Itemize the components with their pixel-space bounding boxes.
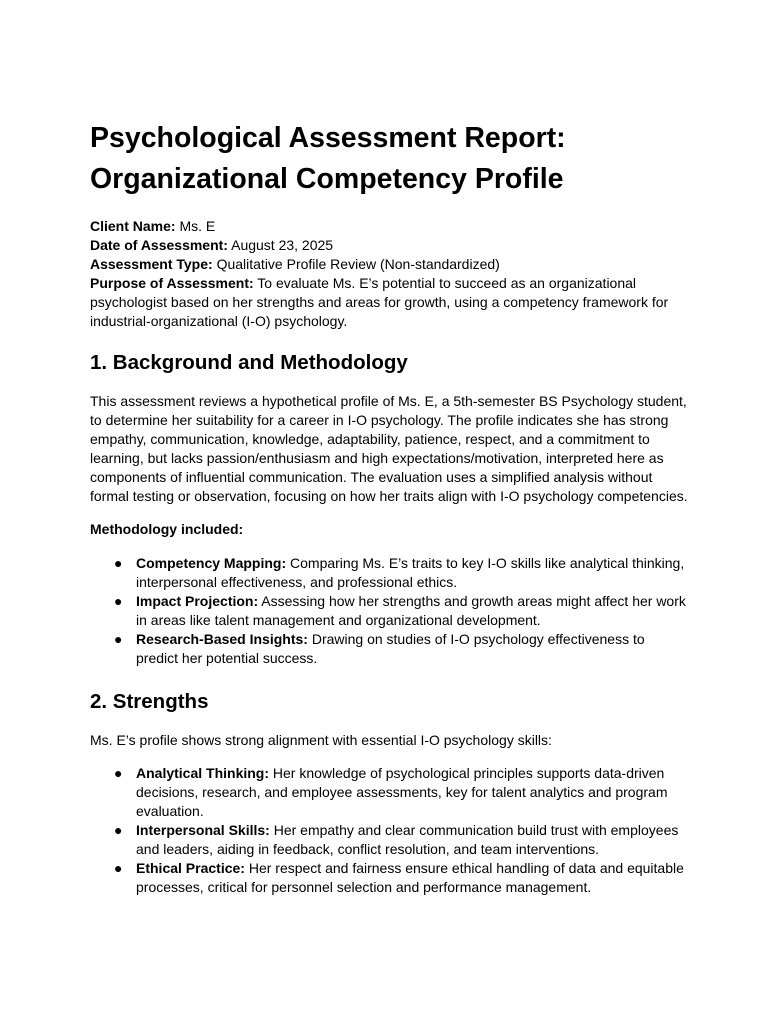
document-title: [90, 118, 690, 200]
bullet-icon: ●: [114, 555, 123, 571]
strengths-paragraph: Ms. E’s profile shows strong alignment with essential I-O psychology skills:: [90, 732, 552, 748]
list-item-text: Drawing on studies of I-O psychology effectiveness to predict her potential success.: [136, 631, 645, 666]
list-item: [90, 764, 690, 821]
bullet-icon: ●: [114, 822, 123, 838]
list-item: [90, 592, 690, 630]
meta-key: Assessment Type:: [90, 256, 213, 272]
list-item-text: Her knowledge of psychological principles supports data-driven decisions, research, and employee assessments, key for talent analytics and program evaluation.: [136, 765, 668, 819]
section-heading-background: 1. Background and Methodology: [90, 351, 408, 374]
bullet-icon: ●: [114, 631, 123, 647]
strengths-list: [90, 764, 690, 897]
title-line-1: Psychological Assessment Report:: [90, 122, 566, 154]
list-item-text: Her empathy and clear communication build trust with employees and leaders, aiding in feedback, conflict resolution, and team interventions.: [136, 822, 679, 857]
background-paragraph: This assessment reviews a hypothetical profile of Ms. E, a 5th-semester BS Psychology student, to determine her suitability for a career in I-O psychology. The profile indicates she has strong empathy, communication, knowledge, adaptability, patience, respect, and a commitment to learning, but lacks passion/enthusiasm and high expectations/motivation, interpreted here as components of influential communication. The evaluation uses a simplified analysis without formal testing or observation, focusing on how her traits align with I-O psychology competencies.: [90, 393, 688, 504]
assessment-metadata: [90, 217, 690, 331]
bullet-icon: ●: [114, 860, 123, 876]
meta-key: Purpose of Assessment:: [90, 275, 254, 291]
title-line-2: Organizational Competency Profile: [90, 163, 564, 195]
bullet-icon: ●: [114, 593, 123, 609]
list-item-text: Assessing how her strengths and growth areas might affect her work in areas like talent management and organizational development.: [136, 593, 686, 628]
meta-value: Qualitative Profile Review (Non-standardized): [212, 256, 500, 272]
meta-assessment-type: [90, 255, 690, 274]
meta-value: August 23, 2025: [227, 237, 334, 253]
list-item: [90, 821, 690, 859]
meta-purpose: [90, 274, 690, 331]
list-item-key: Competency Mapping:: [136, 555, 287, 571]
meta-date: [90, 236, 690, 255]
document-page: [90, 118, 690, 918]
list-item: [90, 859, 690, 897]
list-item-key: Interpersonal Skills:: [136, 822, 270, 838]
list-item-key: Impact Projection:: [136, 593, 259, 609]
list-item-key: Research-Based Insights:: [136, 631, 308, 647]
methodology-list: [90, 554, 690, 668]
list-item: [90, 630, 690, 668]
list-item-text: Her respect and fairness ensure ethical handling of data and equitable processes, critical for personnel selection and performance management.: [136, 860, 684, 895]
methodology-subheading: Methodology included:: [90, 521, 244, 537]
meta-client-name: [90, 217, 690, 236]
list-item: [90, 554, 690, 592]
list-item-key: Ethical Practice:: [136, 860, 245, 876]
bullet-icon: ●: [114, 765, 123, 781]
list-item-text: Comparing Ms. E’s traits to key I-O skills like analytical thinking, interpersonal effectiveness, and professional ethics.: [136, 555, 685, 590]
meta-key: Client Name:: [90, 218, 176, 234]
meta-value: To evaluate Ms. E’s potential to succeed as an organizational psychologist based on her strengths and areas for growth, using a competency framework for industrial-organizational (I-O) psychology.: [90, 275, 669, 329]
list-item-key: Analytical Thinking:: [136, 765, 270, 781]
meta-key: Date of Assessment:: [90, 237, 228, 253]
meta-value: Ms. E: [175, 218, 216, 234]
section-heading-strengths: 2. Strengths: [90, 690, 209, 713]
